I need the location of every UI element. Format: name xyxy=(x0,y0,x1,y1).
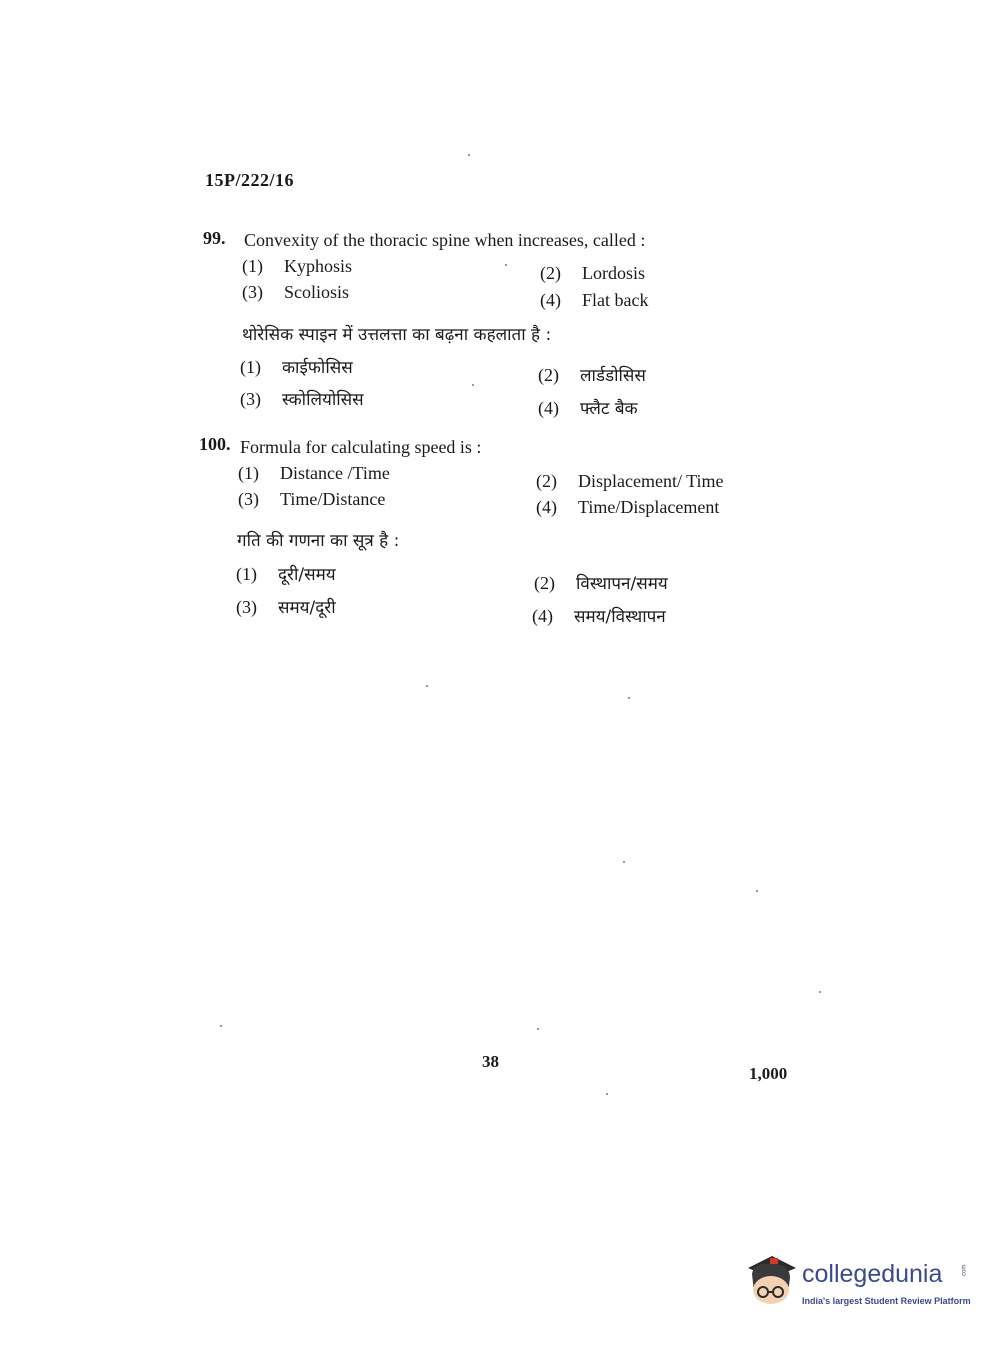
q100-option-1-en: (1) Distance /Time xyxy=(238,463,390,483)
page-number: 38 xyxy=(482,1052,499,1071)
q99-option-1-hi: (1) काईफोसिस xyxy=(240,357,353,378)
q99-option-4-hi: (4) फ्लैट बैक xyxy=(538,398,638,419)
q100-option-4-hi: (4) समय/विस्थापन xyxy=(532,606,666,627)
scan-speck xyxy=(819,991,821,993)
scan-speck xyxy=(472,384,474,386)
q99-option-2-en: (2) Lordosis xyxy=(540,263,645,283)
student-mascot-icon xyxy=(742,1252,800,1312)
scan-speck xyxy=(505,264,507,266)
q100-option-2-hi: (2) विस्थापन/समय xyxy=(534,573,668,594)
question-99-text-hi: थोरेसिक स्पाइन में उत्तलत्ता का बढ़ना कहलाता है : xyxy=(242,325,552,345)
q99-option-4-en: (4) Flat back xyxy=(540,290,649,310)
question-99-text-en: Convexity of the thoracic spine when increases, called : xyxy=(244,230,646,250)
q99-option-3-en: (3) Scoliosis xyxy=(242,282,350,302)
scan-speck xyxy=(628,697,630,699)
q99-option-3-hi: (3) स्कोलियोसिस xyxy=(240,389,364,410)
q100-option-4-en: (4) Time/Displacement xyxy=(536,497,720,517)
q100-option-3-en: (3) Time/Distance xyxy=(238,489,386,509)
q100-option-2-en: (2) Displacement/ Time xyxy=(536,471,724,491)
question-100-text-hi: गति की गणना का सूत्र है : xyxy=(237,531,400,551)
brand-tagline: India's largest Student Review Platform xyxy=(802,1296,971,1306)
q100-option-3-hi: (3) समय/दूरी xyxy=(236,597,336,618)
q99-option-2-hi: (2) लार्डडोसिस xyxy=(538,365,646,386)
scan-speck xyxy=(756,890,758,892)
question-99-number: 99. xyxy=(203,228,226,248)
brand-name: collegedunia xyxy=(802,1260,943,1288)
copies-count: 1,000 xyxy=(749,1064,788,1083)
q99-option-1-en: (1) Kyphosis xyxy=(242,256,353,276)
scan-speck xyxy=(606,1093,608,1095)
question-100-number: 100. xyxy=(199,434,231,454)
scan-speck xyxy=(468,154,470,156)
scan-speck xyxy=(426,685,428,687)
q100-option-1-hi: (1) दूरी/समय xyxy=(236,564,336,585)
brand-domain: .com xyxy=(961,1264,968,1278)
question-100-text-en: Formula for calculating speed is : xyxy=(240,437,482,457)
scan-speck xyxy=(623,861,625,863)
collegedunia-watermark xyxy=(742,1250,972,1320)
paper-code: 15P/222/16 xyxy=(205,170,294,190)
scan-speck xyxy=(220,1025,222,1027)
scan-speck xyxy=(537,1028,539,1030)
